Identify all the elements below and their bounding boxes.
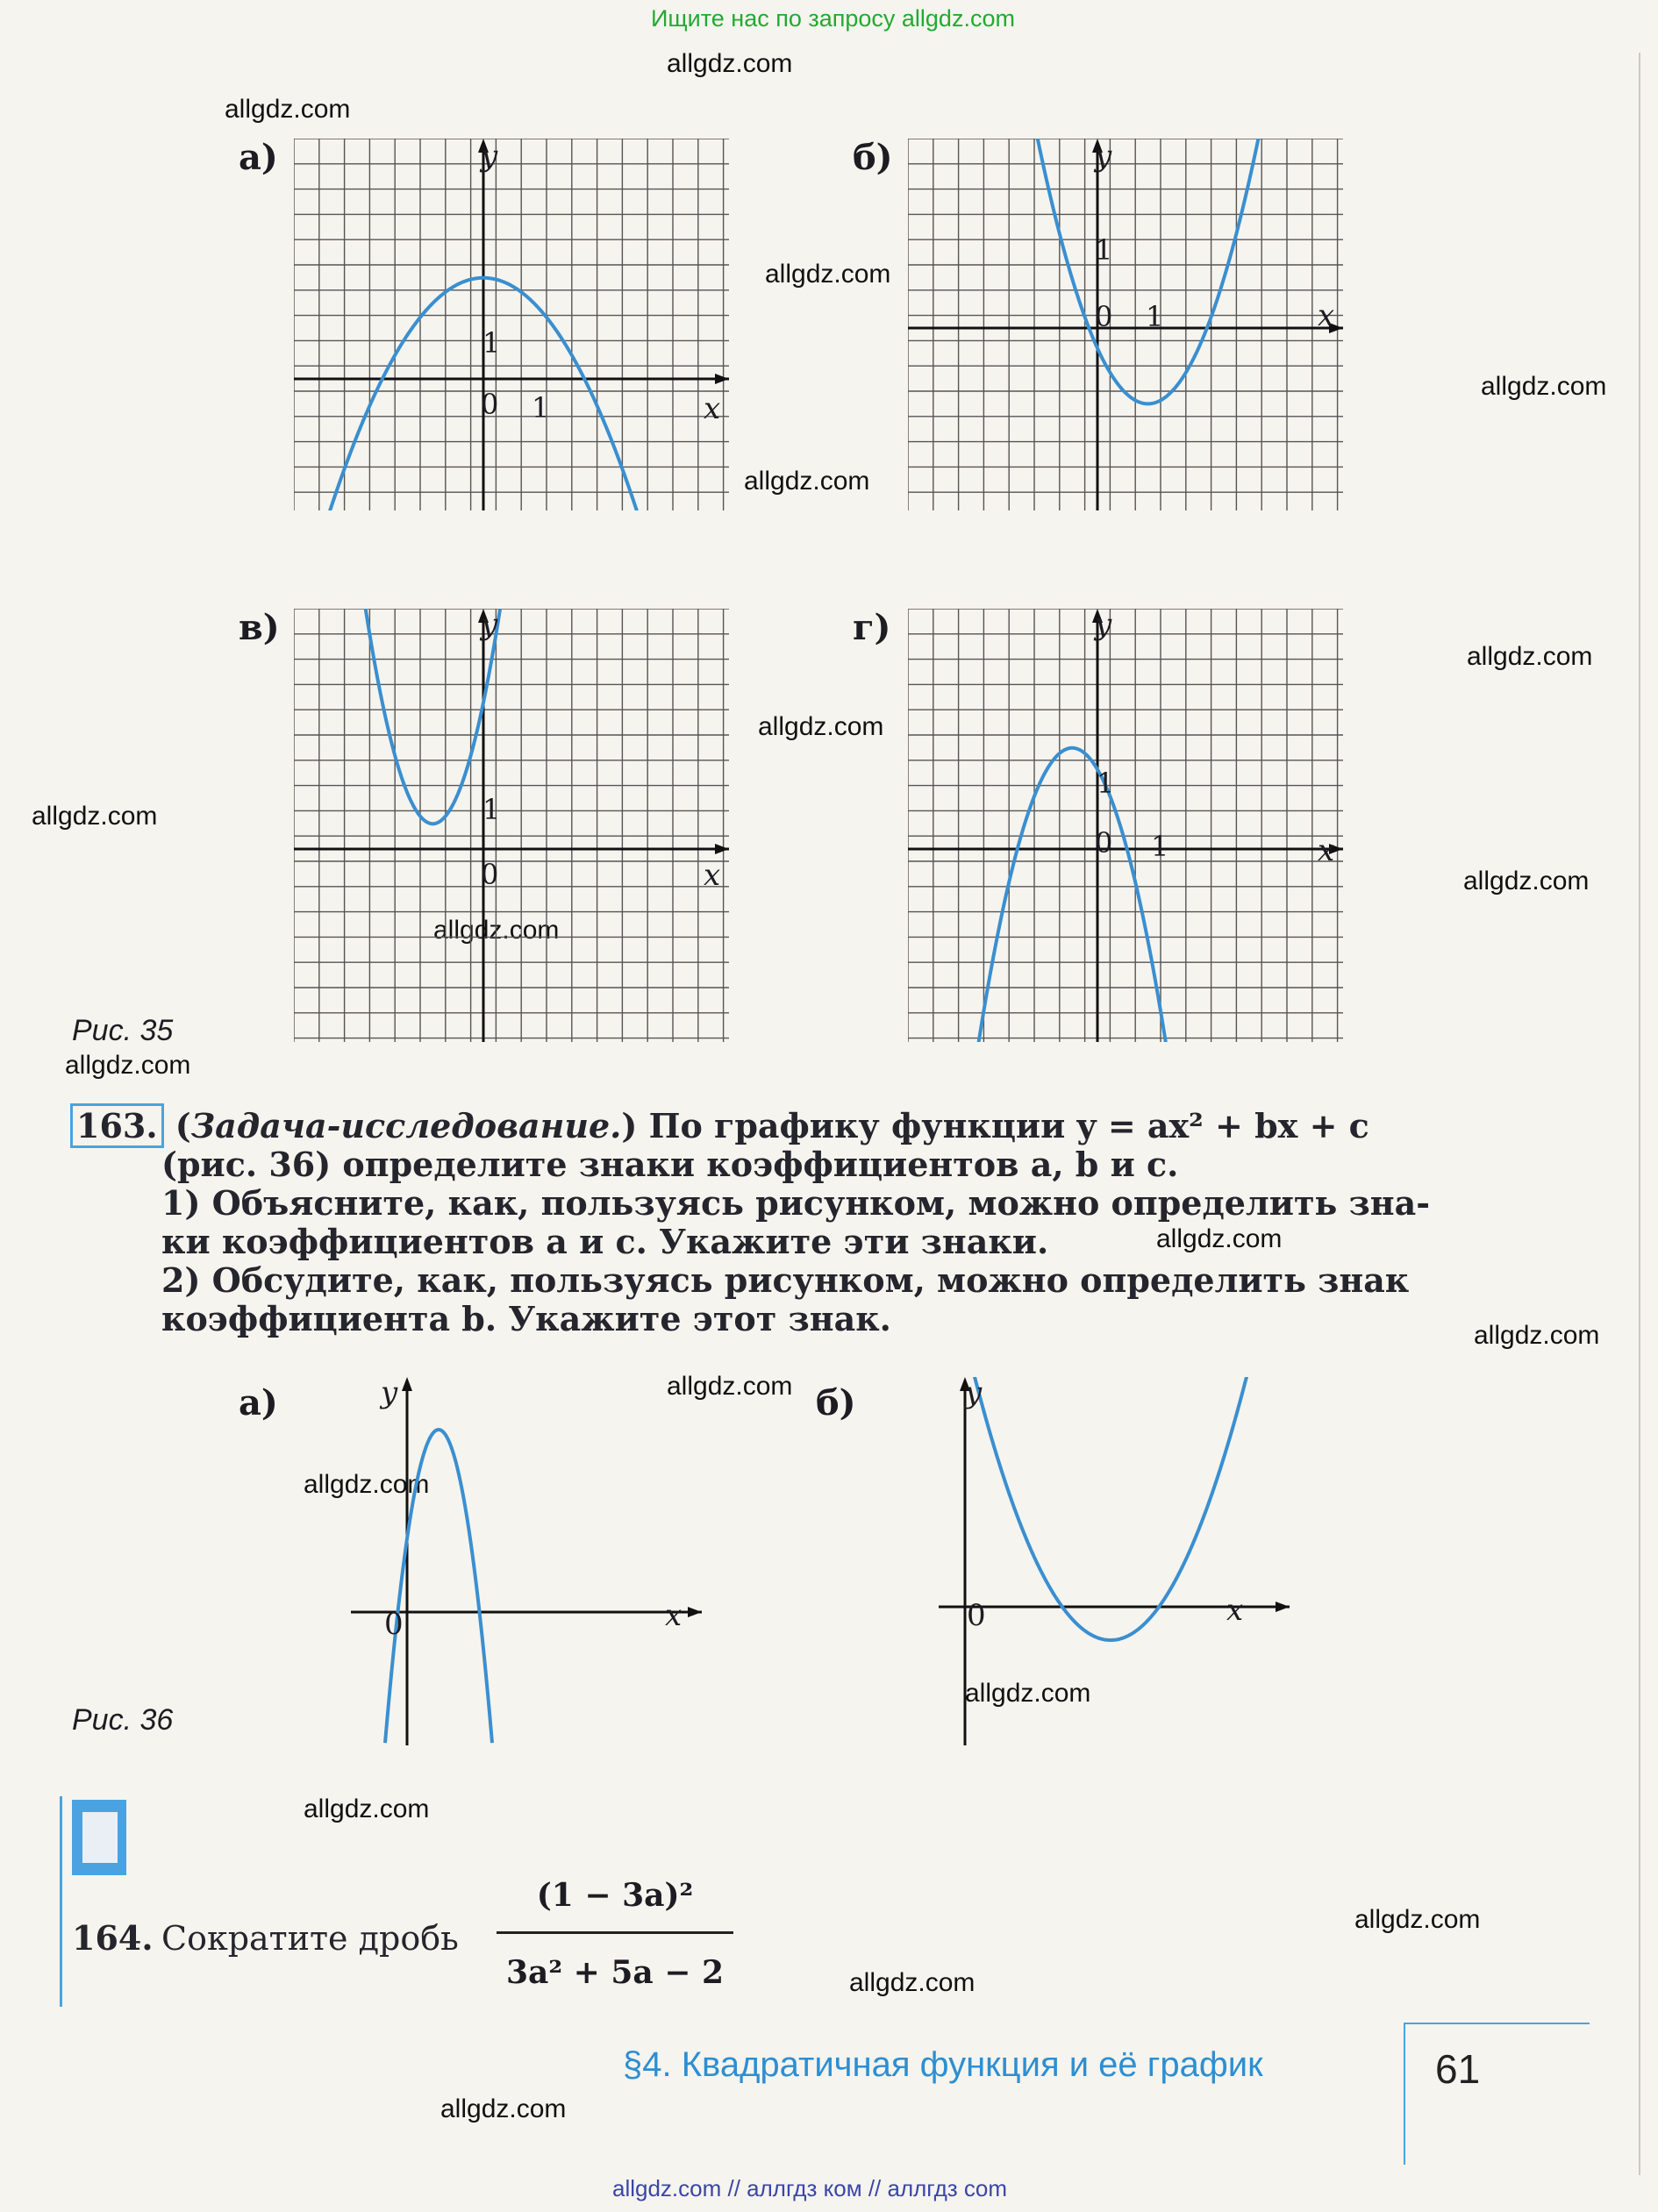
grid [908,139,1343,510]
fraction-bar [497,1931,733,1934]
origin-label: 0 [1095,300,1113,333]
watermark: allgdz.com [758,712,884,741]
origin-label: 0 [967,1598,986,1633]
fig36-panel-a-label: а) [239,1382,278,1424]
watermark: allgdz.com [765,260,891,289]
grid [908,609,1343,1042]
grid [294,139,729,510]
x-tick-label: 1 [1151,830,1169,863]
y-axis-label: y [1095,607,1112,642]
x-axis-label: x [704,858,721,893]
watermark: allgdz.com [1354,1905,1481,1934]
watermark: allgdz.com [304,1470,430,1499]
fig35-graph-a [294,139,729,510]
fig35-graph-g [908,609,1343,1042]
y-axis-label: y [481,607,498,642]
watermark: allgdz.com [1474,1321,1600,1350]
task-163 [70,1106,1430,1338]
watermark: allgdz.com [667,49,793,78]
bottom-banner-watermark: allgdz.com // аллгдз ком // аллгдз com [612,2175,1008,2201]
x-axis-label: x [1318,833,1335,868]
fig35-caption: Рис. 35 [72,1014,174,1047]
watermark: allgdz.com [32,802,158,831]
task-163-line5: 2) Обсудите, как, пользуясь рисунком, можно определить знак [161,1260,1410,1300]
grid [294,609,729,1042]
fig35-panel-b-label: б) [853,137,893,178]
parabola-curve [385,1430,492,1743]
x-axis-label: x [1318,298,1335,333]
task-164-text: Сократите дробь [161,1919,459,1958]
watermark: allgdz.com [744,467,870,496]
watermark: allgdz.com [440,2094,567,2123]
watermark: allgdz.com [965,1679,1091,1708]
watermark: allgdz.com [667,1372,793,1401]
y-axis-label: y [481,139,498,174]
x-axis-arrow [715,844,729,854]
fig35-graph-v [294,609,729,1042]
fig36-panel-b-label: б) [816,1382,856,1424]
parabola-curve [365,609,500,824]
x-tick-label: 1 [1146,300,1164,333]
margin-line [60,1796,62,2007]
task-164-number: 164. [72,1918,154,1958]
parabola-curve [1037,139,1259,403]
task-163-line6: коэффициента b. Укажите этот знак. [161,1299,891,1338]
y-tick-label: 1 [1095,233,1113,267]
y-tick-label: 1 [1097,767,1115,800]
x-tick-label: 1 [532,391,550,425]
fig35-panel-v-label: в) [239,607,280,648]
task-163-line4: ки коэффициентов a и c. Укажите эти знаки. [161,1222,1049,1261]
task-163-line1-italic: Задача-исследование. [190,1106,622,1145]
x-axis-arrow [715,374,729,384]
x-axis-arrow [1276,1602,1290,1612]
watermark: allgdz.com [1463,867,1590,896]
watermark: allgdz.com [304,1795,430,1823]
task-163-number: 163. [70,1103,164,1148]
watermark: allgdz.com [225,95,351,124]
y-tick-label: 1 [482,326,501,360]
watermark: allgdz.com [849,1968,976,1997]
page-number-box [1404,2023,1590,2165]
origin-label: 0 [1095,826,1113,860]
fig36-graph-a [351,1377,702,1745]
fig36-graph-b [939,1377,1290,1745]
x-axis-label: x [704,391,721,426]
task-163-line3: 1) Объясните, как, пользуясь рисунком, можно определить зна- [161,1183,1430,1223]
page-edge [1639,53,1640,2175]
watermark: allgdz.com [65,1051,191,1080]
y-axis-label: y [1095,139,1112,174]
x-axis-arrow [688,1607,702,1617]
top-banner-watermark: Ищите нас по запросу allgdz.com [651,5,1015,32]
fig35-panel-a-label: а) [239,137,278,178]
fig35-graph-b [908,139,1343,510]
page-number: 61 [1435,2046,1481,2092]
fig36-caption: Рис. 36 [72,1703,174,1737]
x-axis-label: x [665,1598,682,1633]
x-axis-label: x [1226,1593,1244,1628]
fig35-panel-g-label: г) [853,607,891,648]
y-axis-arrow [402,1377,412,1391]
fraction-numerator: (1 − 3a)² [536,1877,694,1914]
fraction-denominator: 3a² + 5a − 2 [505,1954,725,1991]
margin-marker-inner [82,1812,118,1863]
parabola-curve [974,1377,1247,1640]
y-axis-label: y [965,1375,983,1410]
watermark: allgdz.com [1467,642,1593,671]
task-163-line1-rest: ) По графику функции y = ax² + bx + c [621,1106,1369,1145]
origin-label: 0 [481,858,499,891]
task-163-line2: (рис. 36) определите знаки коэффициентов a, b и c. [161,1145,1179,1184]
origin-label: 0 [481,388,499,421]
y-tick-label: 1 [482,793,501,826]
section-title: §4. Квадратичная функция и её график [623,2045,1263,2084]
parabola-curve [978,748,1169,1042]
watermark: allgdz.com [1156,1224,1283,1253]
task-163-line1-open: ( [175,1106,191,1145]
watermark: allgdz.com [433,916,560,945]
watermark: allgdz.com [1481,372,1607,401]
y-axis-label: y [381,1375,398,1410]
origin-label: 0 [384,1607,404,1642]
